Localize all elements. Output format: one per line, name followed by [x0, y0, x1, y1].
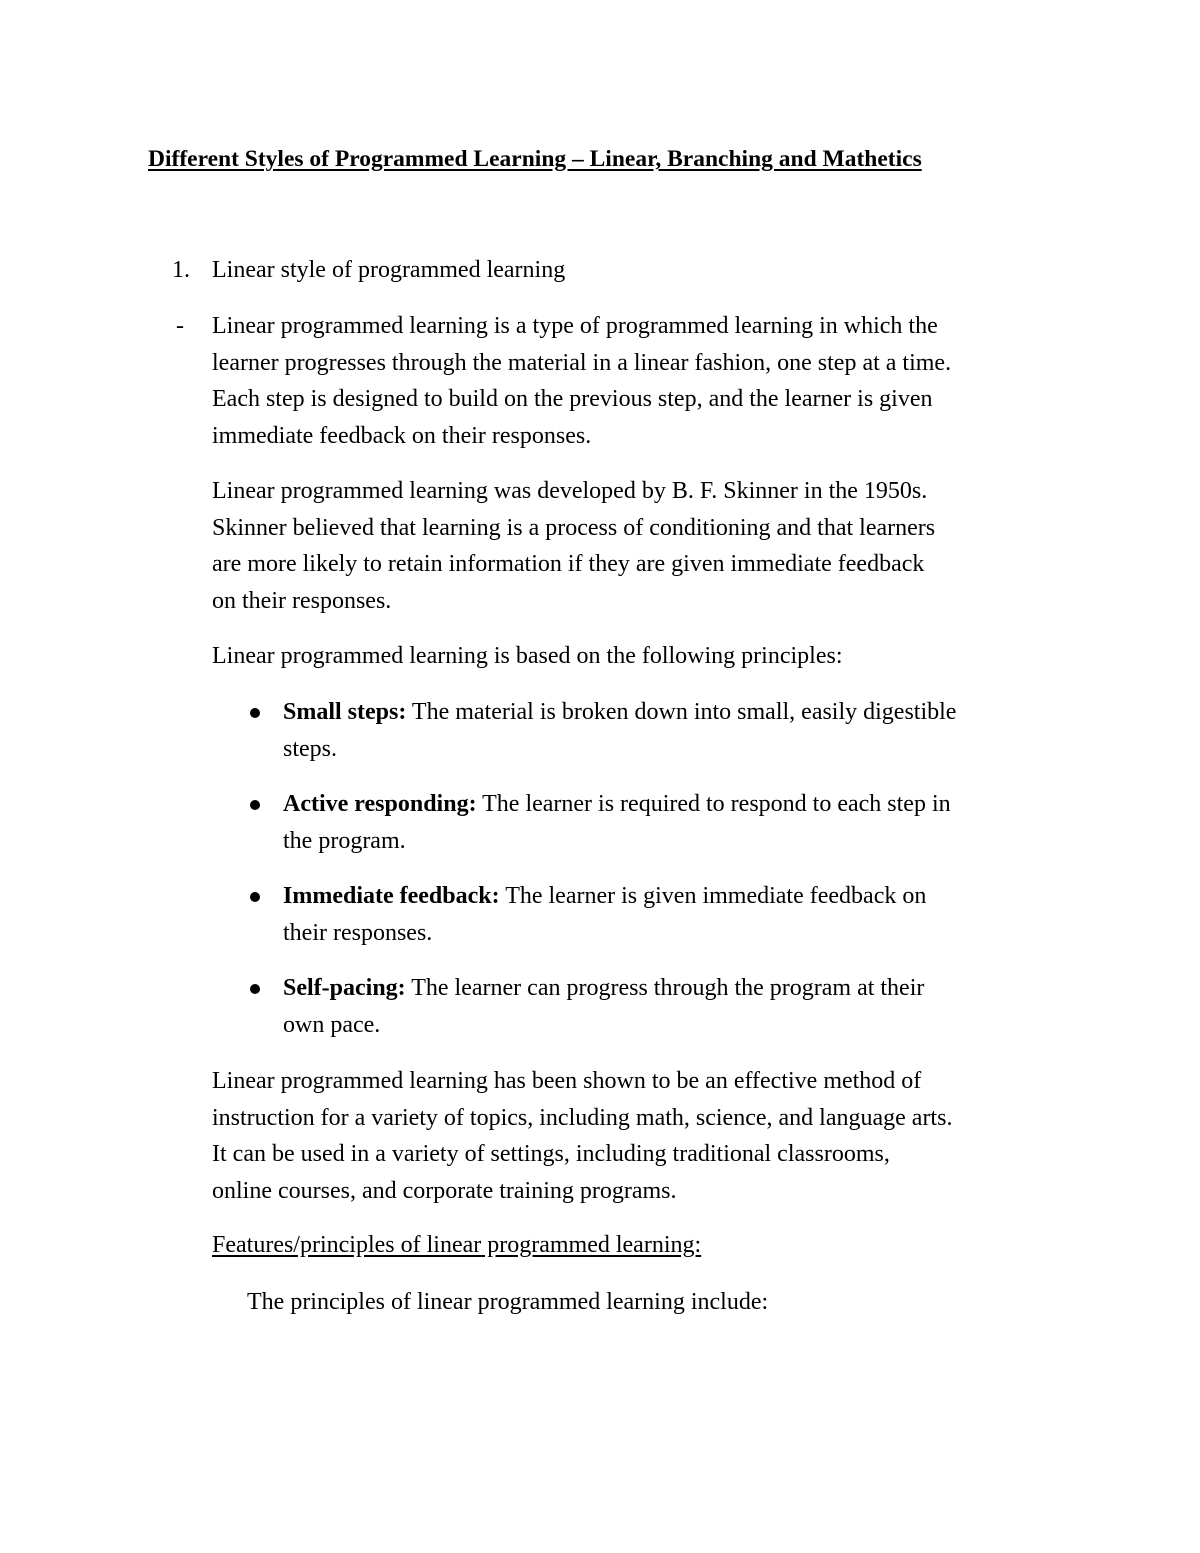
paragraph-line: The principles of linear programmed learning include: [247, 1289, 769, 1315]
paragraph-effectiveness [212, 1063, 1082, 1209]
paragraph-line: online courses, and corporate training programs. [212, 1177, 677, 1204]
paragraph-line: instruction for a variety of topics, including math, science, and language arts. [212, 1104, 953, 1131]
list-item [283, 694, 1083, 767]
principle-description-continued: their responses. [283, 919, 433, 946]
principle-description-continued: steps. [283, 735, 337, 762]
paragraph-line: learner progresses through the material in a linear fashion, one step at a time. [212, 349, 952, 376]
paragraph-line: immediate feedback on their responses. [212, 422, 592, 449]
principle-description: The learner can progress through the program at their [405, 975, 925, 1001]
principle-description: The learner is given immediate feedback on [499, 883, 927, 909]
list-item [283, 786, 1083, 859]
features-intro [247, 1284, 1117, 1321]
paragraph-line: are more likely to retain information if they are given immediate feedback [212, 551, 925, 577]
principle-description-continued: the program. [283, 827, 406, 854]
principle-term: Small steps: [283, 699, 407, 725]
bullet-icon [250, 892, 260, 902]
principle-description-continued: own pace. [283, 1011, 381, 1038]
paragraph-history [212, 473, 1082, 619]
section-heading: Linear style of programmed learning [212, 257, 566, 283]
principle-term: Immediate feedback: [283, 883, 500, 909]
list-number: 1. [172, 257, 190, 283]
principle-description: The learner is required to respond to each step in [476, 791, 951, 817]
principle-term: Active responding: [283, 791, 477, 817]
paragraph-line: Linear programmed learning is based on the following principles: [212, 643, 843, 669]
paragraph-line: It can be used in a variety of settings, including traditional classrooms, [212, 1141, 890, 1167]
bullet-icon [250, 984, 260, 994]
bullet-icon [250, 800, 260, 810]
paragraph-line: Linear programmed learning was developed by B. F. Skinner in the 1950s. [212, 478, 928, 504]
paragraph-principles-intro [212, 638, 1082, 675]
features-heading [212, 1227, 1082, 1264]
list-item [283, 970, 1083, 1043]
bullet-icon [250, 708, 260, 718]
principle-description: The material is broken down into small, easily digestible [406, 699, 957, 725]
paragraph-line: Linear programmed learning is a type of programmed learning in which the [212, 313, 938, 339]
principle-term: Self-pacing: [283, 975, 406, 1001]
paragraph-line: Skinner believed that learning is a process of conditioning and that learners [212, 514, 936, 541]
dash-marker: - [176, 313, 184, 339]
paragraph-line: on their responses. [212, 587, 392, 614]
paragraph-line: Each step is designed to build on the previous step, and the learner is given [212, 386, 933, 412]
paragraph-intro [212, 308, 1082, 454]
features-heading-text: Features/principles of linear programmed learning: [212, 1232, 702, 1258]
document-title: Different Styles of Programmed Learning – Linear, Branching and Mathetics [148, 146, 922, 172]
list-item [283, 878, 1083, 951]
paragraph-line: Linear programmed learning has been shown to be an effective method of [212, 1068, 922, 1094]
